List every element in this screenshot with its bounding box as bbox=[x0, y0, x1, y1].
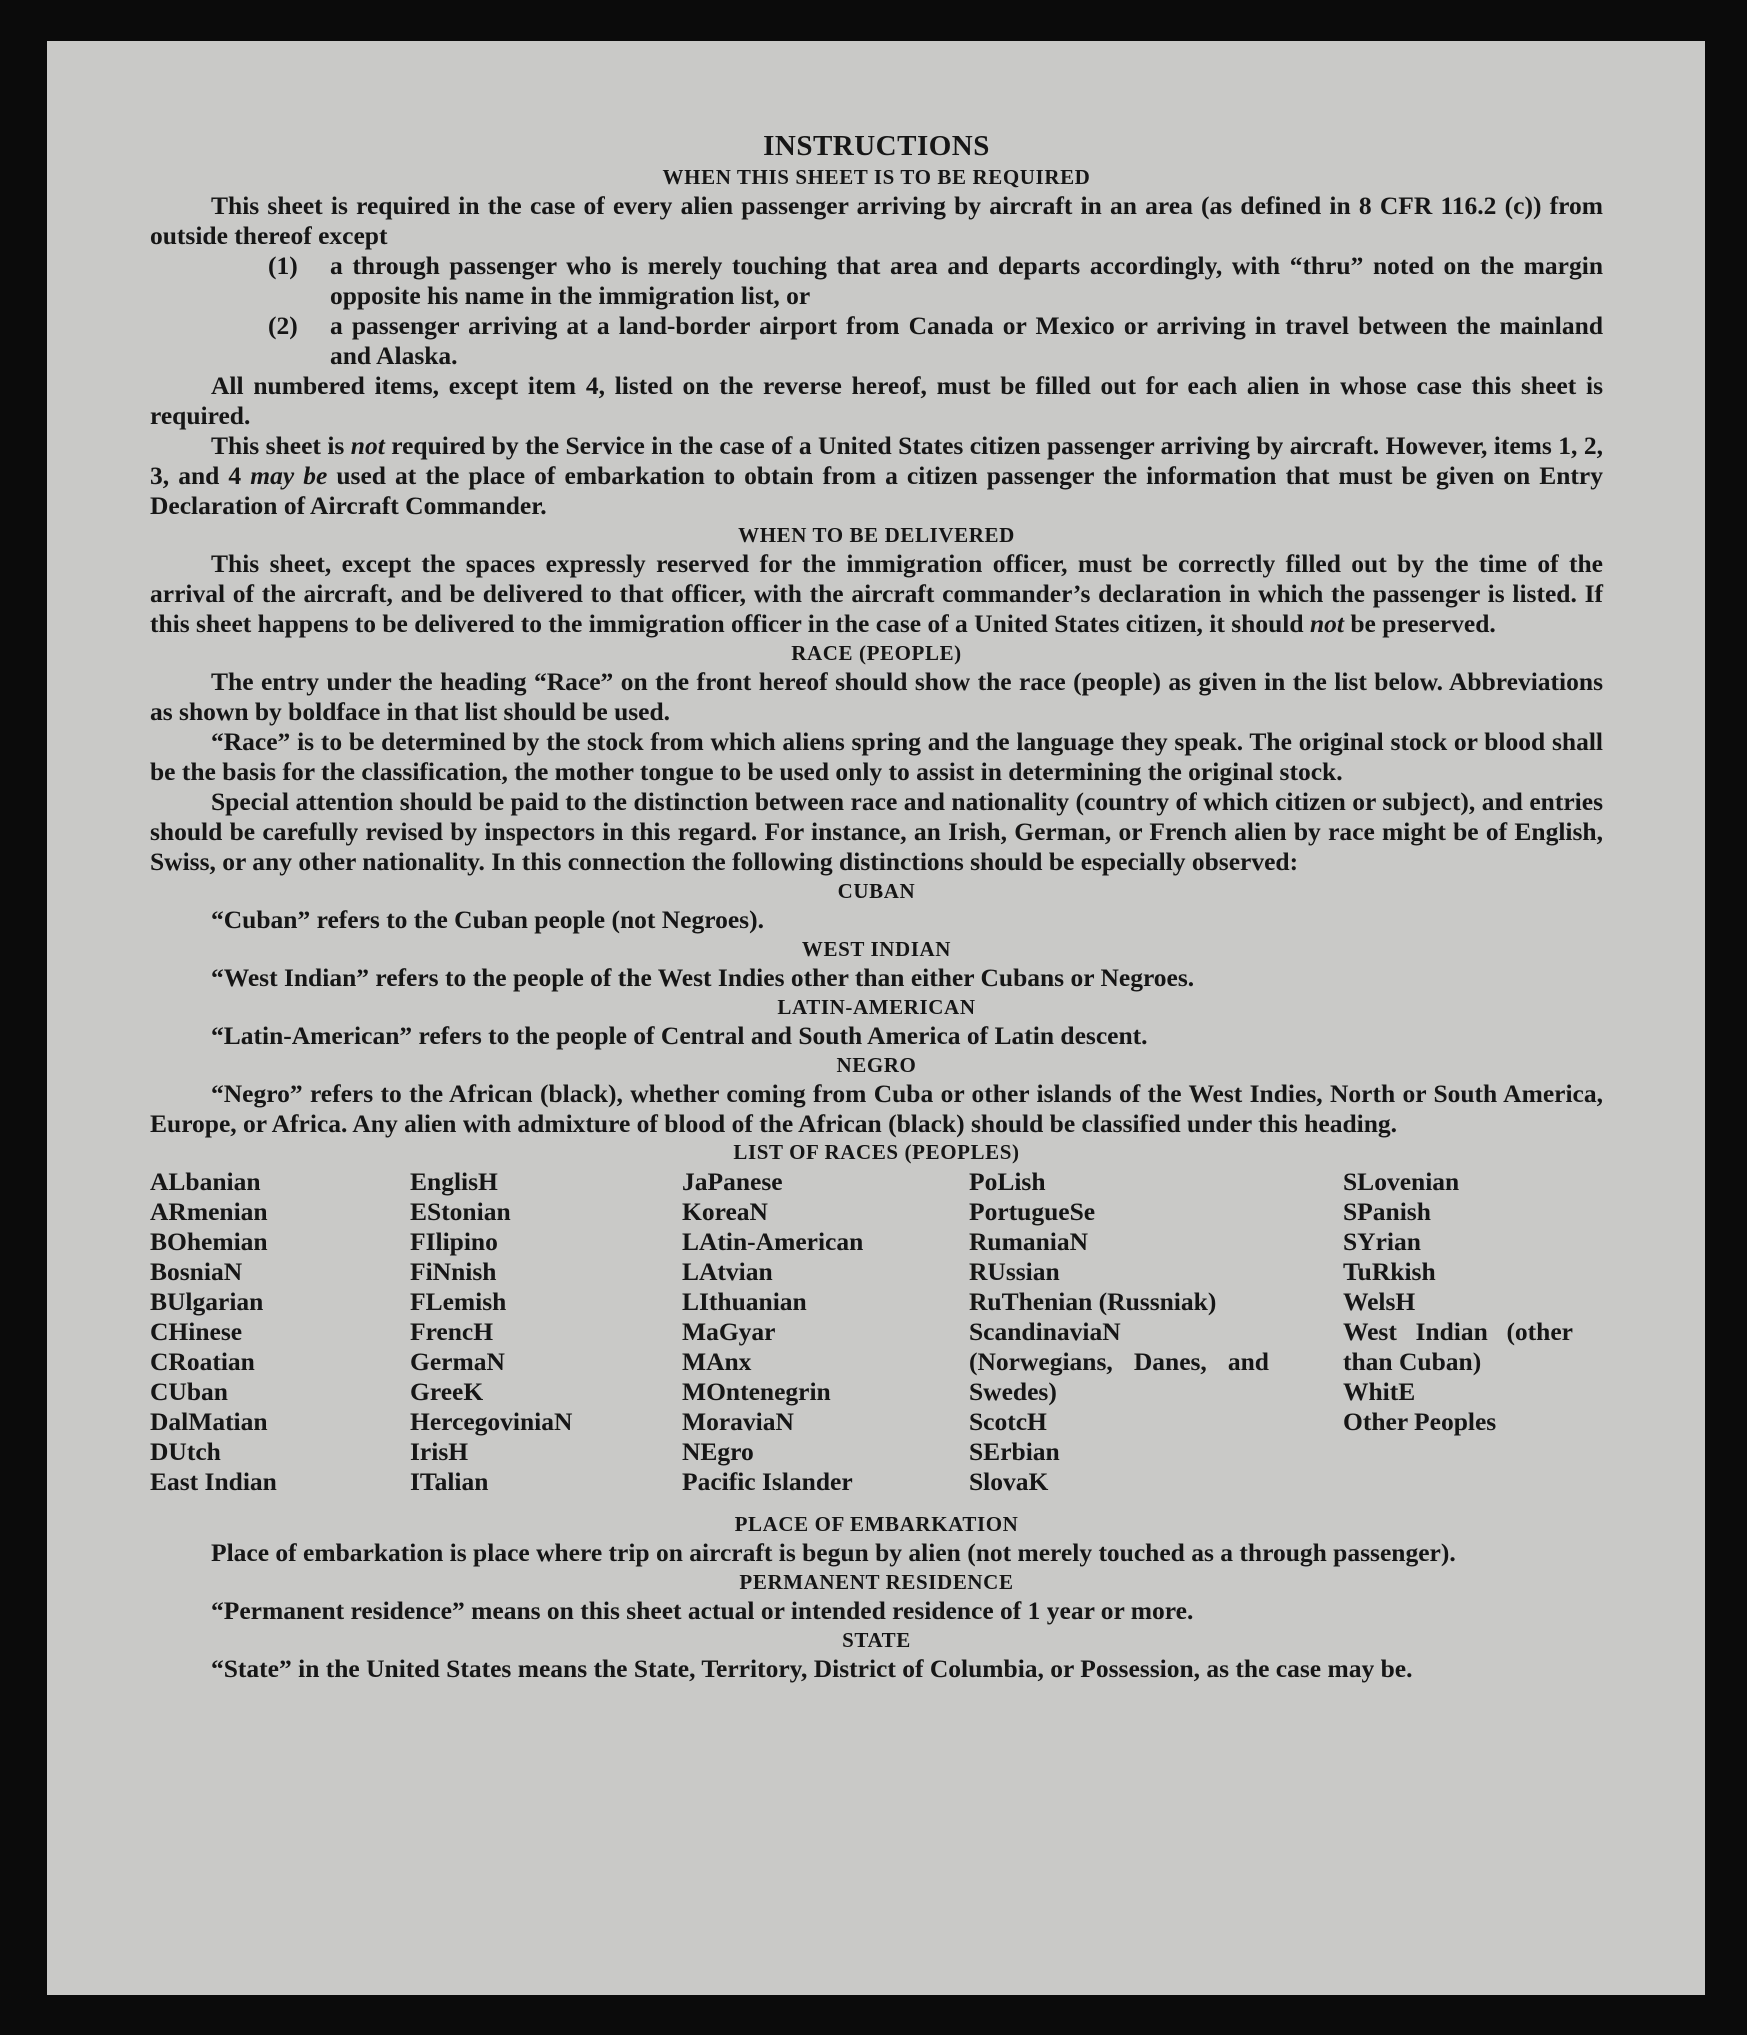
races-column-3 bbox=[682, 1167, 952, 1497]
race-item: IrisH bbox=[410, 1437, 469, 1466]
races-column-5 bbox=[1343, 1167, 1603, 1437]
paragraph-negro: “Negro” refers to the African (black), whether coming from Cuba or other islands of the West Indies, North or South America, Europe, or Africa. Any alien with admixture of blood of the African (black) should be classified under this heading. bbox=[150, 1079, 1603, 1138]
race-item: TuRkish bbox=[1343, 1257, 1436, 1286]
emphasis-not: not bbox=[350, 431, 385, 460]
race-item: FrencH bbox=[410, 1317, 494, 1346]
race-item: KoreaN bbox=[682, 1197, 768, 1226]
race-item: HercegoviniaN bbox=[410, 1407, 573, 1436]
race-item: MaGyar bbox=[682, 1317, 776, 1346]
race-item: BosniaN bbox=[150, 1257, 243, 1286]
race-item: West Indian (other than Cuban) bbox=[1343, 1317, 1573, 1376]
text-run: This sheet is bbox=[211, 431, 351, 460]
paragraph-delivery bbox=[150, 549, 1603, 639]
race-item: FLemish bbox=[410, 1287, 507, 1316]
heading-race: RACE (PEOPLE) bbox=[791, 641, 962, 665]
races-column-2 bbox=[410, 1167, 660, 1497]
heading-cuban: CUBAN bbox=[837, 879, 916, 903]
race-item: SYrian bbox=[1343, 1227, 1421, 1256]
heading-when-delivered: WHEN TO BE DELIVERED bbox=[738, 523, 1015, 547]
paragraph-race-entry: The entry under the heading “Race” on the front hereof should show the race (people) as given in the list below. Abbreviations as shown by boldface in that list should be used. bbox=[150, 667, 1603, 726]
exception-text: a through passenger who is merely touching that area and departs accordingly, with “thru” noted on the margin opposite his name in the immigration list, or bbox=[330, 251, 1603, 310]
exception-item-1 bbox=[150, 251, 1603, 311]
races-column-1 bbox=[150, 1167, 400, 1497]
page-title: INSTRUCTIONS bbox=[763, 130, 990, 162]
race-item: RUssian bbox=[969, 1257, 1060, 1286]
instructions-body bbox=[150, 129, 1603, 1684]
race-item: CHinese bbox=[150, 1317, 243, 1346]
race-item: MOntenegrin bbox=[682, 1377, 831, 1406]
paragraph-citizen bbox=[150, 431, 1603, 521]
race-item: WhitE bbox=[1343, 1377, 1416, 1406]
heading-latin-american: LATIN-AMERICAN bbox=[777, 995, 976, 1019]
race-item: DUtch bbox=[150, 1437, 221, 1466]
exception-number: (2) bbox=[268, 311, 298, 340]
heading-state: STATE bbox=[842, 1628, 911, 1652]
emphasis-not: not bbox=[1309, 609, 1344, 638]
race-item: DalMatian bbox=[150, 1407, 268, 1436]
races-list bbox=[150, 1167, 1603, 1510]
race-item: SErbian bbox=[969, 1437, 1060, 1466]
race-item: WelsH bbox=[1343, 1287, 1416, 1316]
race-item: LAtin-American bbox=[682, 1227, 864, 1256]
exception-text: a passenger arriving at a land-border airport from Canada or Mexico or arriving in travel between the mainland and Alaska. bbox=[330, 311, 1603, 370]
race-item: GermaN bbox=[410, 1347, 505, 1376]
heading-place-of-embarkation: PLACE OF EMBARKATION bbox=[734, 1512, 1019, 1536]
paragraph-permanent-residence: “Permanent residence” means on this sheet actual or intended residence of 1 year or more. bbox=[211, 1596, 1194, 1625]
heading-west-indian: WEST INDIAN bbox=[801, 937, 952, 961]
emphasis-may-be: may be bbox=[250, 461, 328, 490]
race-item: LAtvian bbox=[682, 1257, 773, 1286]
race-item: RumaniaN bbox=[969, 1227, 1089, 1256]
race-item: FiNnish bbox=[410, 1257, 497, 1286]
exception-item-2 bbox=[150, 311, 1603, 371]
text-run: This sheet, except the spaces expressly reserved for the immigration officer, must be correctly filled out by the time of the arrival of the aircraft, and be delivered to that officer, with the aircraft commander’s declaration in which the passenger is listed. If this sheet happens to be delivered to the immigration officer in the case of a United States citizen, it should bbox=[150, 549, 1603, 638]
race-item: ARmenian bbox=[150, 1197, 268, 1226]
race-item: CRoatian bbox=[150, 1347, 255, 1376]
heading-permanent-residence: PERMANENT RESIDENCE bbox=[739, 1570, 1014, 1594]
race-item: Other Peoples bbox=[1343, 1407, 1497, 1436]
paragraph-required-intro: This sheet is required in the case of every alien passenger arriving by aircraft in an area (as defined in 8 CFR 116.2 (c)) from outside thereof except bbox=[150, 191, 1603, 250]
paragraph-state: “State” in the United States means the State, Territory, District of Columbia, or Possession, as the case may be. bbox=[211, 1654, 1413, 1683]
text-run: required by the Service in the case of a United States citizen passenger arriving by aircraft. However, items 1, 2, 3, and 4 bbox=[150, 431, 1603, 490]
race-item: PoLish bbox=[969, 1167, 1046, 1196]
race-item: BUlgarian bbox=[150, 1287, 264, 1316]
race-item: ScotcH bbox=[969, 1407, 1047, 1436]
heading-list-of-races: LIST OF RACES (PEOPLES) bbox=[733, 1140, 1020, 1164]
race-item: ALbanian bbox=[150, 1167, 261, 1196]
paragraph-cuban: “Cuban” refers to the Cuban people (not Negroes). bbox=[211, 905, 764, 934]
race-item: NEgro bbox=[682, 1437, 754, 1466]
race-item: ScandinaviaN (Norwegians, Danes, and Swedes) bbox=[969, 1317, 1269, 1406]
race-item: EnglisH bbox=[410, 1167, 498, 1196]
race-item: SPanish bbox=[1343, 1197, 1431, 1226]
race-item: SLovenian bbox=[1343, 1167, 1460, 1196]
race-item: SlovaK bbox=[969, 1467, 1049, 1496]
paragraph-race-definition: “Race” is to be determined by the stock from which aliens spring and the language they speak. The original stock or blood shall be the basis for the classification, the mother tongue to be used only to assist in determining the original stock. bbox=[150, 727, 1603, 786]
text-run: used at the place of embarkation to obtain from a citizen passenger the information that must be given on Entry Declaration of Aircraft Commander. bbox=[150, 461, 1603, 520]
exception-number: (1) bbox=[268, 251, 298, 280]
paragraph-place-of-embarkation: Place of embarkation is place where trip on aircraft is begun by alien (not merely touched as a through passenger). bbox=[211, 1538, 1456, 1567]
paragraph-numbered-items: All numbered items, except item 4, listed on the reverse hereof, must be filled out for each alien in whose case this sheet is required. bbox=[150, 371, 1603, 430]
race-item: FIlipino bbox=[410, 1227, 498, 1256]
race-item: JaPanese bbox=[682, 1167, 783, 1196]
race-item: ITalian bbox=[410, 1467, 489, 1496]
paragraph-latin-american: “Latin-American” refers to the people of Central and South America of Latin descent. bbox=[211, 1021, 1148, 1050]
race-item: BOhemian bbox=[150, 1227, 268, 1256]
race-item: EStonian bbox=[410, 1197, 511, 1226]
paragraph-west-indian: “West Indian” refers to the people of the West Indies other than either Cubans or Negroes. bbox=[211, 963, 1195, 992]
race-item: GreeK bbox=[410, 1377, 484, 1406]
document-sheet bbox=[47, 41, 1705, 1995]
paragraph-race-nationality: Special attention should be paid to the distinction between race and nationality (country of which citizen or subject), and entries should be carefully revised by inspectors in this regard. For instance, an Irish, German, or French alien by race might be of English, Swiss, or any other nationality. In this connection the following distinctions should be especially observed: bbox=[150, 787, 1603, 876]
race-item: RuThenian (Russniak) bbox=[969, 1287, 1217, 1316]
race-item: CUban bbox=[150, 1377, 228, 1406]
race-item: LIthuanian bbox=[682, 1287, 807, 1316]
heading-negro: NEGRO bbox=[836, 1053, 917, 1077]
race-item: MoraviaN bbox=[682, 1407, 794, 1436]
race-item: East Indian bbox=[150, 1467, 277, 1496]
races-column-4 bbox=[969, 1167, 1299, 1497]
race-item: MAnx bbox=[682, 1347, 752, 1376]
race-item: PortugueSe bbox=[969, 1197, 1096, 1226]
race-item: Pacific Islander bbox=[682, 1467, 853, 1496]
heading-when-required: WHEN THIS SHEET IS TO BE REQUIRED bbox=[662, 165, 1091, 189]
text-run: be preserved. bbox=[1343, 609, 1496, 638]
